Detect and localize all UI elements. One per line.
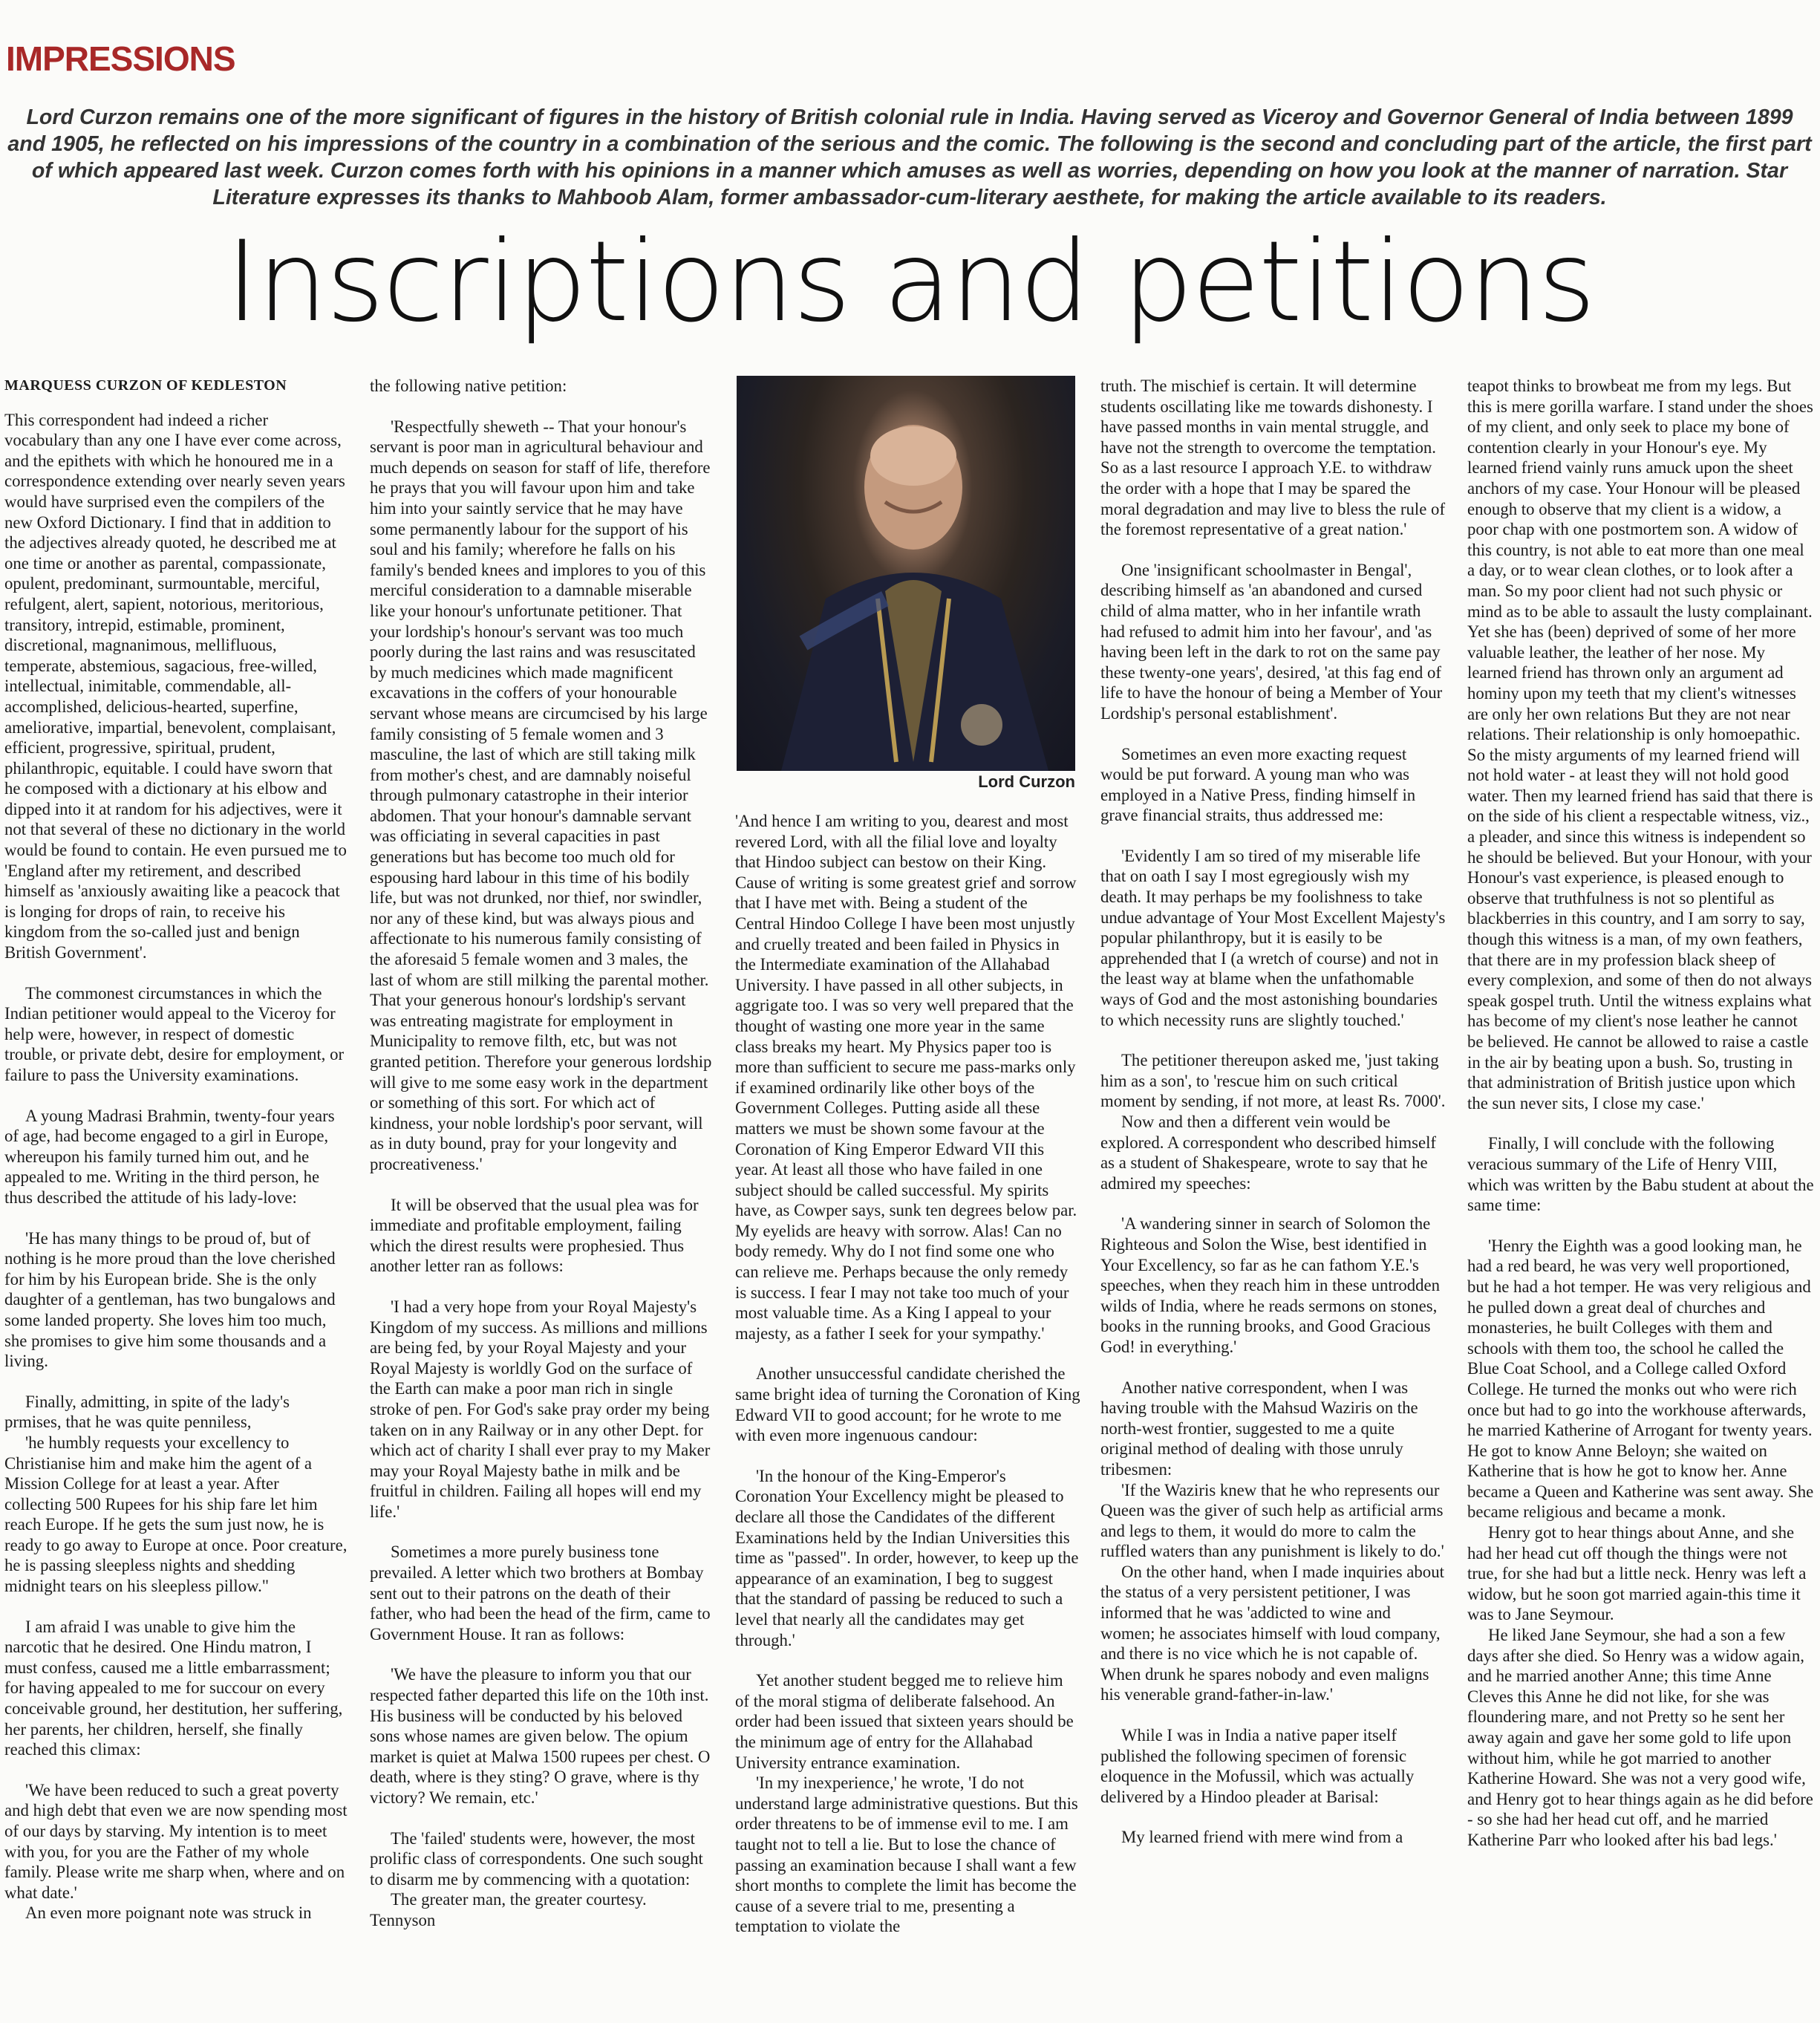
paragraph: Henry got to hear things about Anne, and she had her head cut off though the things were not true, for she had but a little neck. Henry was left a widow, but he soon got married again-this time it was to Jane Seymour. <box>1467 1523 1807 1624</box>
paragraph: This correspondent had indeed a richer vocabulary than any one I have ever come across, and the epithets with which he honoured me in a correspondence extending over nearly seven years would have surprised even the compilers of the new Oxford Dictionary. I find that in addition to the adjectives already quoted, he described me at one time or another as parental, compassionate, opulent, predominant, surmountable, merciful, refulgent, alert, sapient, notorious, meritorious, transitory, intrepid, estimable, prominent, discretional, magnanimous, mellifluous, temperate, abstemious, sagacious, free-willed, intellectual, inimitable, commendable, all-accomplished, delicious-hearted, superfine, ameliorative, impartial, benevolent, complaisant, efficient, progressive, spiritual, prudent, philanthropic, equitable. I could have sworn that he composed with a dictionary at his elbow and dipped into it at random for his adjectives, were it not that several of these no dictionary in the world would be found to contain. He even pursued me to 'England after my retirement, and described himself as 'anxiously awaiting like a peacock that is longing for drops of rain, to receive his kingdom from the so-called just and benign British Government'. <box>4 410 347 962</box>
paragraph: Now and then a different vein would be explored. A correspondent who described himself as a student of Shakespeare, wrote to say that he admired my speeches: <box>1100 1113 1437 1193</box>
paragraph: Sometimes a more purely business tone prevailed. A letter which two brothers at Bombay sent out to their patrons on the death of their father, who had been the head of the firm, came to Government House. It ran as follows: <box>370 1543 711 1644</box>
paragraph: 'He has many things to be proud of, but of nothing is he more proud than the love cherished for him by his European bride. She is the only daughter of a gentleman, has two bungalows and some landed property. She loves him too much, she promises to give him some thousands and a living. <box>4 1228 336 1371</box>
image-caption: Lord Curzon <box>978 772 1075 791</box>
paragraph: On the other hand, when I made inquiries about the status of a very persistent petitioner, I was informed that he was 'addicted to wine and women; he associates himself with loud company, and there is no vice which he is not capable of. When drunk he spares nobody and even maligns his venerable grand-father-in-law.' <box>1100 1562 1444 1704</box>
headline: Inscriptions and petitions <box>226 218 1594 347</box>
section-label: IMPRESSIONS <box>6 39 235 78</box>
paragraph: 'Evidently I am so tired of my miserable life that on oath I say I most egregiously wish my death. It may perhaps be my foolishness to take undue advantage of Your Most Excellent Majesty's popular philanthropy, but it is easily to be apprehended that I (a wretch of course) and not in the least way at blame when the unfathomable ways of God and the most astonishing boundaries to which necessity runs are slightly touched.' <box>1100 846 1446 1029</box>
paragraph: While I was in India a native paper itself published the following specimen of forensic eloquence in the Mofussil, which was actually delivered by a Hindoo pleader at Barisal: <box>1100 1726 1415 1806</box>
intro-standfirst: Lord Curzon remains one of the more significant of figures in the history of British colonial rule in India. Having served as Viceroy and Governor General of India between 1899 and 1905, he reflected on his impressions of the country in a combination of the serious and the comic. The following is the second and concluding part of the article, the first part of which appeared last week. Curzon comes forth with his opinions in a manner which amuses as well as worries, depending on how you look at the manner of narration. Star Literature expresses its thanks to Mahboob Alam, former ambassador-cum-literary aesthete, for making the article available to its readers. <box>7 105 1812 209</box>
paragraph: teapot thinks to browbeat me from my legs. But this is mere gorilla warfare. I stand under the shoes of my client, and only seek to place my bone of contention clearly in your Honour's eye. My learned friend vainly runs amuck upon the sheet anchors of my case. Your Honour will be pleased enough to observe that my client is a widow, a poor chap with one postmortem son. A widow of this country, is not able to eat more than one meal a day, or to wear clean clothes, or to look after a man. So my poor client had not such physic or mind as to be able to assault the lusty complainant. Yet she has (been) deprived of some of her more valuable leather, the leather of her nose. My learned friend has thrown only an argument ad hominy upon my teeth that my client's witnesses are only her own relations But they are not near relations. Their relationship is only homoepathic. So the misty arguments of my learned friend will not hold water - at least they will not hold good water. Then my learned friend has said that there is on the side of his client a respectable witness, viz., a pleader, and since this witness is independent so he should be believed. But your Honour, with your Honour's vast experience, is pleased enough to observe that truthfulness is not so plentiful as blackberries in this country, and I am sorry to say, though this witness is a man, of my own feathers, that there are in my profession black sheep of every complexion, and some of then do not always speak gospel truth. Until the witness explains what has become of my client's nose leather he cannot be believed. He cannot be allowed to raise a castle in the air by beating upon a bush. So, trusting in that administration of British justice upon which the sun never sits, I close my case.' <box>1467 377 1813 1113</box>
paragraph: 'Respectfully sheweth -- That your honour's servant is poor man in agricultural behaviour and much depends on season for staff of life, therefore he prays that you will favour upon him and take him into your saintly service that he may have some permanently labour for the support of his soul and his family; wherefore he falls on his family's bended knees and implores to you of this merciful consideration to a damnable miserable like your honour's unfortunate petitioner. That your lordship's honour's servant was too much poorly during the last rains and was resuscitated by much medicines which made magnificent excavations in the coffers of your honourable servant whose means are circumcised by his large family consisting of 5 female women and 3 masculine, the last of which are still taking milk from mother's chest, and are damnably noiseful through pulmonary catastrophe in their interior abdomen. That your honour's damnable servant was officiating in several capacities in past generations but has become too much old for espousing hard labour in this time of his bodily life, but was not drunked, nor thief, nor swindler, nor any of these kind, but was always pious and affectionate to his numerous family consisting of the aforesaid 5 female women and 3 males, the last of whom are still milking the parental mother. That your generous honour's lordship's servant was entreating magistrate for employment in Municipality to remove filth, etc, but was not granted petition. Therefore your generous lordship will give to me some easy work in the department or something of this sort. For which act of kindness, your noble lordship's poor servant, will as in duty bound, pray for your longevity and procreativeness.' <box>370 417 712 1173</box>
paragraph: Sometimes an even more exacting request would be put forward. A young man who was employed in a Native Press, finding himself in grave financial straits, thus addressed me: <box>1100 744 1416 825</box>
paragraph: Another native correspondent, when I was having trouble with the Mahsud Waziris on the north-west frontier, suggested to me a quite original method of dealing with those unruly tribesmen: <box>1100 1378 1418 1479</box>
article-column-3 <box>735 811 1080 2022</box>
paragraph: A young Madrasi Brahmin, twenty-four years of age, had become engaged to a girl in Europe, whereupon his family turned him out, and he appealed to me. Writing in the third person, he thus described the attitude of his lady-love: <box>4 1106 335 1207</box>
paragraph: 'In the honour of the King-Emperor's Coronation Your Excellency might be pleased to declare all those the Candidates of the different Examinations held by the Indian Universities this time as "passed". In order, however, to keep up the appearance of an examination, I beg to suggest that the standard of passing be reduced to such a level that nearly all the candidates may get through.' <box>735 1466 1079 1649</box>
article-column-5 <box>1467 376 1815 2021</box>
paragraph: 'A wandering sinner in search of Solomon the Righteous and Solon the Wise, best identified in Your Excellency, so far as he can fathom Y.E.'s speeches, when they reach him in these untrodden wilds of India, where he reads sermons on stones, books in the running brooks, and Good Gracious God! in everything.' <box>1100 1214 1441 1356</box>
paragraph: The greater man, the greater courtesy. Tennyson <box>370 1890 647 1929</box>
paragraph: An even more poignant note was struck in <box>25 1903 312 1923</box>
paragraph: 'If the Waziris knew that he who represents our Queen was the giver of such help as artificial arms and legs to them, it would do more to calm the ruffled waters than any punishment is likely to do.' <box>1100 1480 1444 1561</box>
paragraph: Yet another student begged me to relieve him of the moral stigma of deliberate falsehood. An order had been issued that sixteen years should be the minimum age of entry for the Allahabad University entrance examination. <box>735 1671 1074 1772</box>
paragraph: It will be observed that the usual plea was for immediate and profitable employment, failing which the direst results were prophesied. Thus another letter ran as follows: <box>370 1195 699 1276</box>
paragraph: Finally, admitting, in spite of the lady's prmises, that he was quite penniless, <box>4 1392 290 1432</box>
paragraph: The 'failed' students were, however, the most prolific class of correspondents. One such sought to disarm me by commencing with a quotation: <box>370 1828 703 1889</box>
paragraph: Another unsuccessful candidate cherished the same bright idea of turning the Coronation of King Edward VII to good account; for he wrote to me with even more ingenuous candour: <box>735 1364 1080 1445</box>
paragraph: I am afraid I was unable to give him the narcotic that he desired. One Hindu matron, I must confess, caused me a little embarrassment; for having appealed to me for succour on every conceivable ground, her destitution, her suffering, her parents, her children, herself, she finally reached this climax: <box>4 1617 343 1759</box>
paragraph: 'And hence I am writing to you, dearest and most revered Lord, with all the filial love and loyalty that Hindoo subject can bestow on their King. Cause of writing is some greatest grief and sorrow that I have met with. Being a student of the Central Hindoo College I have been most unjustly and cruelly treated and been failed in Physics in the Intermediate examination of the Allahabad University. I have passed in all other subjects, in aggrigate too. I was so very well prepared that the thought of wasting one more year in the same class breaks my heart. My Physics paper too is more than sufficient to secure me pass-marks only if examined ordinarily like other boys of the Government Colleges. Putting aside all these matters we must be shown some favour at the Coronation of King Emperor Edward VII this year. At least all those who have failed in one subject should be called successful. My spirits have, as Cowper says, sunk ten degrees below par. My eyelids are heavy with sorrow. Alas! Can no body remedy. Why do I not find some one who can relieve me. Perhaps because the only remedy is success. I fear I may not take too much of your most valuable time. As a King I appeal to your majesty, as a father I seek for your sympathy.' <box>735 812 1077 1343</box>
paragraph: 'I had a very hope from your Royal Majesty's Kingdom of my success. As millions and millions are being fed, by your Royal Majesty and your Royal Majesty is worldly God on the surface of the Earth can make a poor man rich in single stroke of pen. For God's sake pray order my being taken on in any Railway or in any other Dept. for which act of charity I shall ever pray to my Maker may your Royal Majesty bathe in milk and be fruitful in children. Failing all hopes will end my life.' <box>370 1297 711 1521</box>
paragraph: The commonest circumstances in which the Indian petitioner would appeal to the Viceroy for help were, however, in respect of domestic trouble, or private debt, desire for employment, or failure to pass the University examinations. <box>4 983 345 1084</box>
paragraph: Finally, I will conclude with the following veracious summary of the Life of Henry VIII, which was written by the Babu student at about the same time: <box>1467 1134 1814 1215</box>
paragraph: 'We have been reduced to such a great poverty and high debt that even we are now spending most of our days by starving. My intention is to meet with you, for you are the Father of my whole family. Please write me sharp when, where and on what date.' <box>4 1780 348 1902</box>
portrait-illustration <box>737 376 1075 771</box>
paragraph: truth. The mischief is certain. It will determine students oscillating like me towards dishonesty. I have passed months in vain mental struggle, and have not the strength to overcome the temptation. So as a last resource I approach Y.E. to withdraw the order with a hope that I may be spared the moral degradation and may live to bless the rule of the foremost representative of a great nation.' <box>1100 377 1446 539</box>
paragraph: 'We have the pleasure to inform you that our respected father departed this life on the 10th inst. His business will be conducted by his beloved sons whose names are given below. The opium market is quiet at Malwa 1500 rupees per chest. O death, where is they sting? O grave, where is thy victory? We remain, etc.' <box>370 1665 711 1807</box>
article-column-2 <box>370 376 715 2021</box>
paragraph: My learned friend with mere wind from a <box>1121 1828 1403 1847</box>
paragraph: The petitioner thereupon asked me, 'just taking him as a son', to 'rescue him on such critical moment by sending, if not more, at least Rs. 7000'. <box>1100 1051 1446 1111</box>
paragraph: 'Henry the Eighth was a good looking man, he had a red beard, he was very well proportioned, but he had a hot temper. He was very religious and he pulled down a great deal of churches and monasteries, he built Colleges with them and schools with them too, the school he called the Blue Coat School, and a College called Oxford College. He turned the monks out who were rich once but had to go into the workhouse afterwards, he married Katherine of Arrogant for twenty years. He got to know Anne Beloyn; she waited on Katherine that is how he got to know her. Anne became a Queen and Katherine was sent away. She became religious and became a monk. <box>1467 1236 1814 1522</box>
paragraph: the following native petition: <box>370 377 567 395</box>
paragraph: He liked Jane Seymour, she had a son a few days after she died. So Henry was a widow again, and he married another Anne; this time Anne Cleves this Anne he did not like, for she was floundering mare, and not Pretty so he sent her away again and gave her some gold to life upon without him, while he got married to another Katherine Howard. She was not a very good wife, and Henry got to hear things again as he did before - so she had her head cut off, and he married Katherine Parr who looked after his bad legs.' <box>1467 1626 1813 1849</box>
article-column-1 <box>4 376 348 2021</box>
lord-curzon-portrait <box>737 376 1075 771</box>
paragraph: 'he humbly requests your excellency to Christianise him and make him the agent of a Mission College for at least a year. After collecting 500 Rupees for his ship fare let him reach Europe. If he gets the sum just now, he is ready to go away to Europe at once. Poor creature, he is passing sleepless nights and shedding midnight tears on his sleepless pillow." <box>4 1433 348 1596</box>
byline: MARQUESS CURZON OF KEDLESTON <box>4 377 287 394</box>
paragraph: 'In my inexperience,' he wrote, 'I do not understand large administrative questions. But this order threatens to be of immense evil to me. I am taught not to tell a lie. But to lose the chance of passing an examination because I shall want a few short months to complete the limit has become the cause of a severe trial to me, presenting a temptation to violate the <box>735 1773 1078 1936</box>
article-column-4 <box>1100 376 1446 2021</box>
paragraph: One 'insignificant schoolmaster in Bengal', describing himself as 'an abandoned and cursed child of alma matter, who in her infantile wrath had refused to admit him into her favour', and 'as having been left in the dark to rot on the same pay these twenty-one years', desired, 'at this fag end of life to have the honour of being a Member of Your Lordship's personal establishment'. <box>1100 560 1443 723</box>
